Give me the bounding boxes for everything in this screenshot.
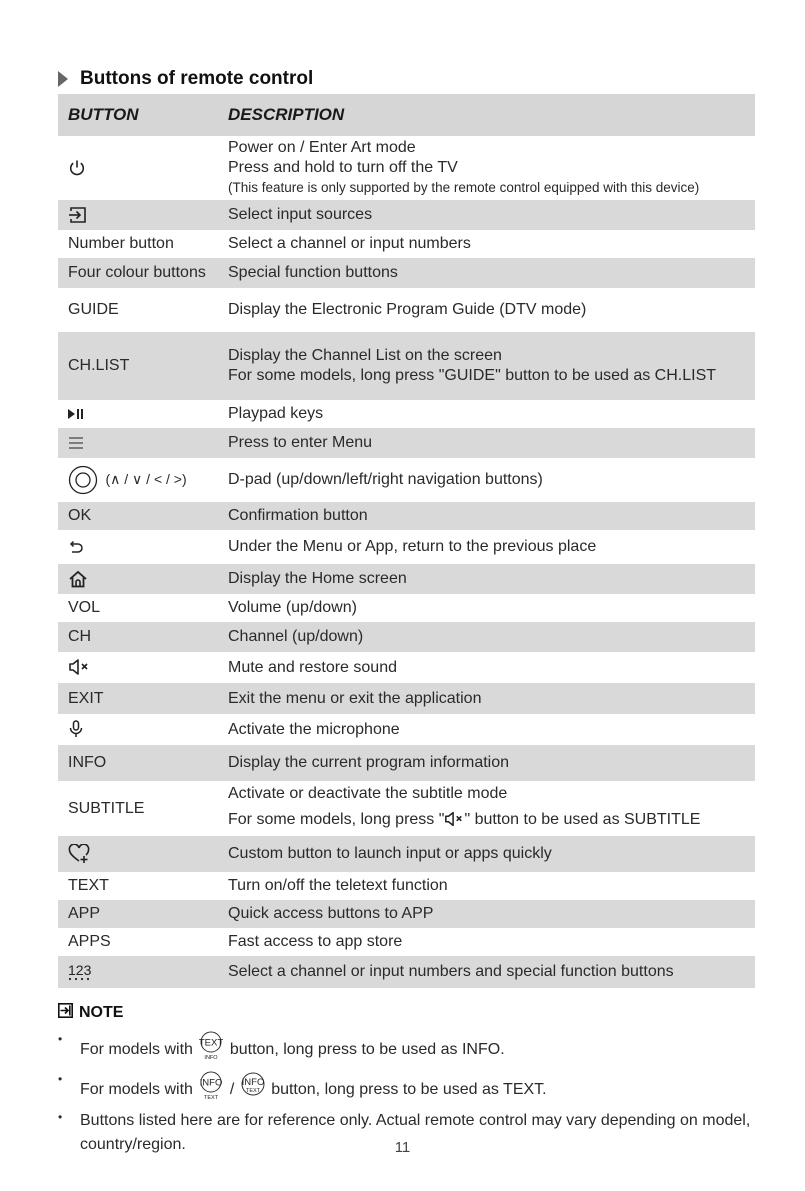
- table-row: [58, 594, 755, 622]
- desc-line: (This feature is only supported by the remote control equipped with this device): [228, 180, 700, 195]
- description-cell: Special function buttons: [218, 258, 755, 288]
- table-row: [58, 200, 755, 230]
- description-cell: [218, 136, 755, 200]
- table-row: [58, 836, 755, 872]
- subtitle-note-pre: For some models, long press ": [228, 811, 445, 828]
- description-cell: Activate the microphone: [228, 720, 400, 738]
- button-cell: [58, 564, 218, 594]
- note-item2-post: button, long press to be used as TEXT.: [271, 1081, 547, 1099]
- description-cell: Display the Home screen: [218, 564, 755, 594]
- button-cell: CH: [58, 622, 218, 652]
- button-cell: [58, 714, 218, 745]
- button-cell: CH.LIST: [58, 332, 218, 400]
- table-row: [58, 530, 755, 564]
- header-description: DESCRIPTION: [218, 94, 755, 136]
- button-cell: [58, 836, 218, 872]
- desc-line: [228, 810, 755, 833]
- note-icon: [58, 1003, 73, 1023]
- description-cell: Display the current program information: [218, 745, 755, 781]
- page-number: 11: [394, 1139, 411, 1156]
- microphone-icon: [68, 720, 84, 738]
- text-button-sublabel: INFO: [204, 1055, 218, 1061]
- button-cell: [58, 652, 218, 683]
- table-row: [58, 872, 755, 900]
- table-row: [58, 745, 755, 781]
- bullet: •: [58, 1072, 63, 1086]
- note-section: [58, 1003, 755, 1157]
- info-button-icon: [197, 1071, 225, 1109]
- button-cell: [58, 428, 218, 458]
- bullet: •: [58, 1032, 63, 1046]
- description-cell: Turn on/off the teletext function: [228, 877, 448, 894]
- info-text-button-sublabel: TEXT: [245, 1088, 260, 1094]
- description-cell: Channel (up/down): [218, 622, 755, 652]
- description-cell: Select a channel or input numbers and special function buttons: [218, 956, 755, 988]
- button-cell: APP: [58, 900, 218, 928]
- play-pause-icon: [68, 408, 84, 420]
- button-cell: OK: [58, 502, 218, 530]
- numpad-text: 123: [68, 961, 92, 978]
- button-cell: [58, 530, 218, 564]
- back-icon: [68, 540, 84, 554]
- description-cell: Select a channel or input numbers: [228, 235, 471, 252]
- subtitle-note-post: " button to be used as SUBTITLE: [464, 811, 701, 828]
- dpad-icon: [68, 465, 98, 495]
- table-row: [58, 502, 755, 530]
- button-cell: VOL: [68, 599, 101, 616]
- description-cell: Display the Electronic Program Guide (DTV mode): [228, 301, 587, 318]
- table-row: [58, 458, 755, 502]
- note-item1-post: button, long press to be used as INFO.: [229, 1041, 505, 1059]
- description-cell: Press to enter Menu: [218, 428, 755, 458]
- table-row: [58, 900, 755, 928]
- table-header: [58, 94, 755, 136]
- header-button: BUTTON: [58, 94, 218, 136]
- description-cell: Mute and restore sound: [228, 658, 397, 676]
- table-row: [58, 622, 755, 652]
- mute-icon: [444, 811, 464, 833]
- numpad-123-icon: [68, 963, 91, 981]
- button-cell: Four colour buttons: [58, 258, 218, 288]
- section-arrow-icon: [58, 71, 68, 87]
- description-cell: D-pad (up/down/left/right navigation buttons): [228, 471, 543, 488]
- note-item1-pre: For models with: [80, 1041, 193, 1059]
- button-cell: SUBTITLE: [68, 799, 145, 817]
- note-item2-sep: /: [229, 1081, 235, 1099]
- button-cell: [58, 956, 218, 988]
- button-cell: [58, 200, 218, 230]
- table-row: [58, 428, 755, 458]
- home-icon: [68, 570, 88, 588]
- button-cell: GUIDE: [68, 301, 119, 318]
- input-source-icon: [68, 206, 88, 224]
- description-cell: Quick access buttons to APP: [218, 900, 755, 928]
- note-heading: [58, 1003, 755, 1023]
- button-cell: APPS: [68, 933, 111, 950]
- custom-heart-icon: [68, 844, 90, 864]
- section-title-text: Buttons of remote control: [80, 68, 314, 89]
- description-cell: [218, 332, 755, 400]
- dpad-label: (∧ / ∨ / < / >): [105, 471, 187, 488]
- table-row: [58, 332, 755, 400]
- button-cell: [58, 458, 218, 502]
- desc-line: Press and hold to turn off the TV: [228, 159, 458, 176]
- note-item: [58, 1071, 755, 1109]
- power-icon: [68, 159, 86, 177]
- table-row: [58, 258, 755, 288]
- info-text-button-icon: [239, 1071, 267, 1109]
- description-cell: Custom button to launch input or apps quickly: [218, 836, 755, 872]
- description-cell: Playpad keys: [228, 405, 324, 422]
- table-row: [58, 564, 755, 594]
- description-cell: Volume (up/down): [228, 599, 357, 616]
- desc-line: Power on / Enter Art mode: [228, 139, 416, 156]
- table-row: [58, 928, 755, 956]
- description-cell: Confirmation button: [218, 502, 755, 530]
- info-button-sublabel: TEXT: [204, 1095, 219, 1101]
- button-cell: [58, 136, 218, 200]
- table-row: [58, 230, 755, 258]
- menu-icon: [68, 436, 84, 450]
- note-item: [58, 1031, 755, 1069]
- button-cell: EXIT: [58, 683, 218, 714]
- desc-line: Display the Channel List on the screen: [228, 347, 502, 364]
- table-row: [58, 136, 755, 200]
- description-cell: Exit the menu or exit the application: [218, 683, 755, 714]
- desc-line: Activate or deactivate the subtitle mode: [228, 785, 508, 802]
- mute-icon: [68, 659, 90, 675]
- description-cell: Fast access to app store: [228, 933, 403, 950]
- button-cell: TEXT: [68, 877, 109, 894]
- note-item3: Buttons listed here are for reference only. Actual remote control may vary depending on model, country/region.: [80, 1112, 751, 1153]
- description-cell: [218, 781, 755, 836]
- table-row: [58, 781, 755, 836]
- section-title: [56, 66, 313, 92]
- bullet: •: [58, 1110, 63, 1124]
- info-text-button-label: INFO: [241, 1077, 265, 1088]
- remote-buttons-table: [58, 94, 755, 988]
- button-cell: [58, 400, 218, 428]
- table-row: [58, 400, 755, 428]
- description-cell: Under the Menu or App, return to the previous place: [228, 538, 597, 555]
- table-row: [58, 652, 755, 683]
- table-row: [58, 288, 755, 332]
- info-button-label: INFO: [200, 1077, 223, 1089]
- note-item2-pre: For models with: [80, 1081, 193, 1099]
- text-button-label: TEXT: [199, 1037, 224, 1049]
- description-cell: Select input sources: [218, 200, 755, 230]
- table-row: [58, 956, 755, 988]
- note-title: NOTE: [79, 1004, 124, 1021]
- table-row: [58, 683, 755, 714]
- button-cell: INFO: [58, 745, 218, 781]
- desc-line: For some models, long press "GUIDE" button to be used as CH.LIST: [228, 367, 717, 384]
- text-button-icon: [197, 1031, 225, 1069]
- button-cell: Number button: [68, 235, 174, 252]
- table-row: [58, 714, 755, 745]
